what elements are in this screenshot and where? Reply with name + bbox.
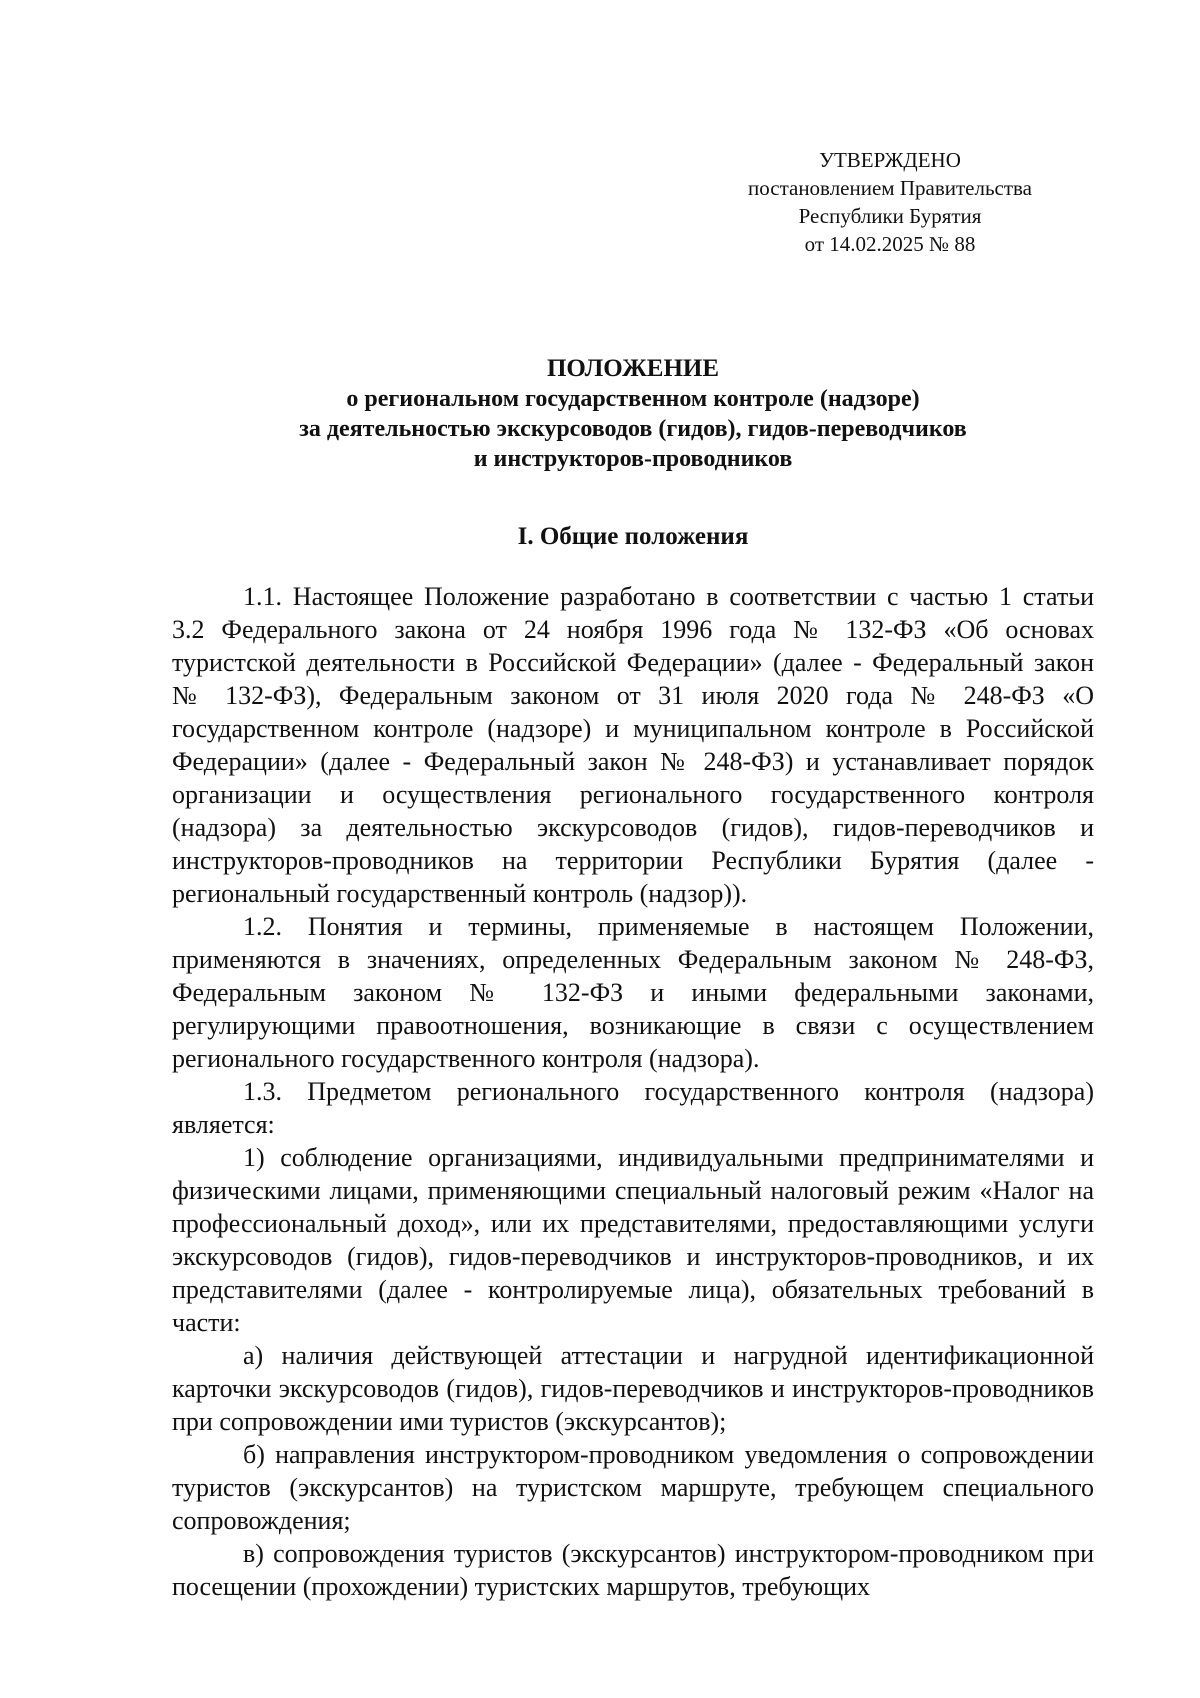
approval-line-3: от 14.02.2025 № 88 <box>804 232 976 256</box>
document-subtitle-line-1: о региональном государственном контроле (надзоре) <box>346 386 920 412</box>
paragraph-item-b: б) направления инструктором-проводником уведомления о сопровождении туристов (экскурсантов) на туристском маршруте, требующем специального сопровождения; <box>172 1440 1094 1535</box>
paragraph-1-3: 1.3. Предметом регионального государственного контроля (надзора) является: <box>172 1077 1094 1139</box>
approval-line-1: постановлением Правительства <box>747 176 1032 200</box>
approval-stamp <box>725 146 1055 258</box>
paragraph-item-a: а) наличия действующей аттестации и нагрудной идентификационной карточки экскурсоводов (гидов), гидов-переводчиков и инструкторов-проводников при сопровождении ими туристов (экскурсантов); <box>172 1341 1094 1436</box>
paragraph-1-1: 1.1. Настоящее Положение разработано в соответствии с частью 1 статьи 3.2 Федерального закона от 24 ноября 1996 года № 132-ФЗ «Об основах туристской деятельности в Российской Федерации» (далее - Федеральный закон № 132-ФЗ), Федеральным законом от 31 июля 2020 года № 248-ФЗ «О государственном контроле (надзоре) и муниципальном контроле в Российской Федерации» (далее - Федеральный закон № 248-ФЗ) и устанавливает порядок организации и осуществления регионального государственного контроля (надзора) за деятельностью экскурсоводов (гидов), гидов-переводчиков и инструкторов-проводников на территории Республики Бурятия (далее - региональный государственный контроль (надзор)). <box>172 582 1094 908</box>
paragraph-1-2: 1.2. Понятия и термины, применяемые в настоящем Положении, применяются в значениях, определенных Федеральным законом № 248-ФЗ, Федеральным законом № 132-ФЗ и иными федеральными законами, регулирующими правоотношения, возникающие в связи с осуществлением регионального государственного контроля (надзора). <box>172 912 1094 1073</box>
paragraph-item-1: 1) соблюдение организациями, индивидуальными предпринимателями и физическими лицами, применяющими специальный налоговый режим «Налог на профессиональный доход», или их представителями, предоставляющими услуги экскурсоводов (гидов), гидов-переводчиков и инструкторов-проводников, и их представителями (далее - контролируемые лица), обязательных требований в части: <box>172 1143 1094 1337</box>
paragraph-item-v: в) сопровождения туристов (экскурсантов) инструктором-проводником при посещении (прохождении) туристских маршрутов, требующих <box>172 1539 1094 1601</box>
document-title-block <box>172 354 1094 474</box>
document-subtitle-line-2: за деятельностью экскурсоводов (гидов), гидов-переводчиков <box>299 416 967 442</box>
document-body <box>172 580 1094 1603</box>
document-title: ПОЛОЖЕНИЕ <box>546 355 720 382</box>
approval-approved: УТВЕРЖДЕНО <box>819 148 961 172</box>
approval-line-2: Республики Бурятия <box>798 204 982 228</box>
section-heading: I. Общие положения <box>517 523 749 550</box>
document-subtitle-line-3: и инструкторов-проводников <box>473 446 793 472</box>
